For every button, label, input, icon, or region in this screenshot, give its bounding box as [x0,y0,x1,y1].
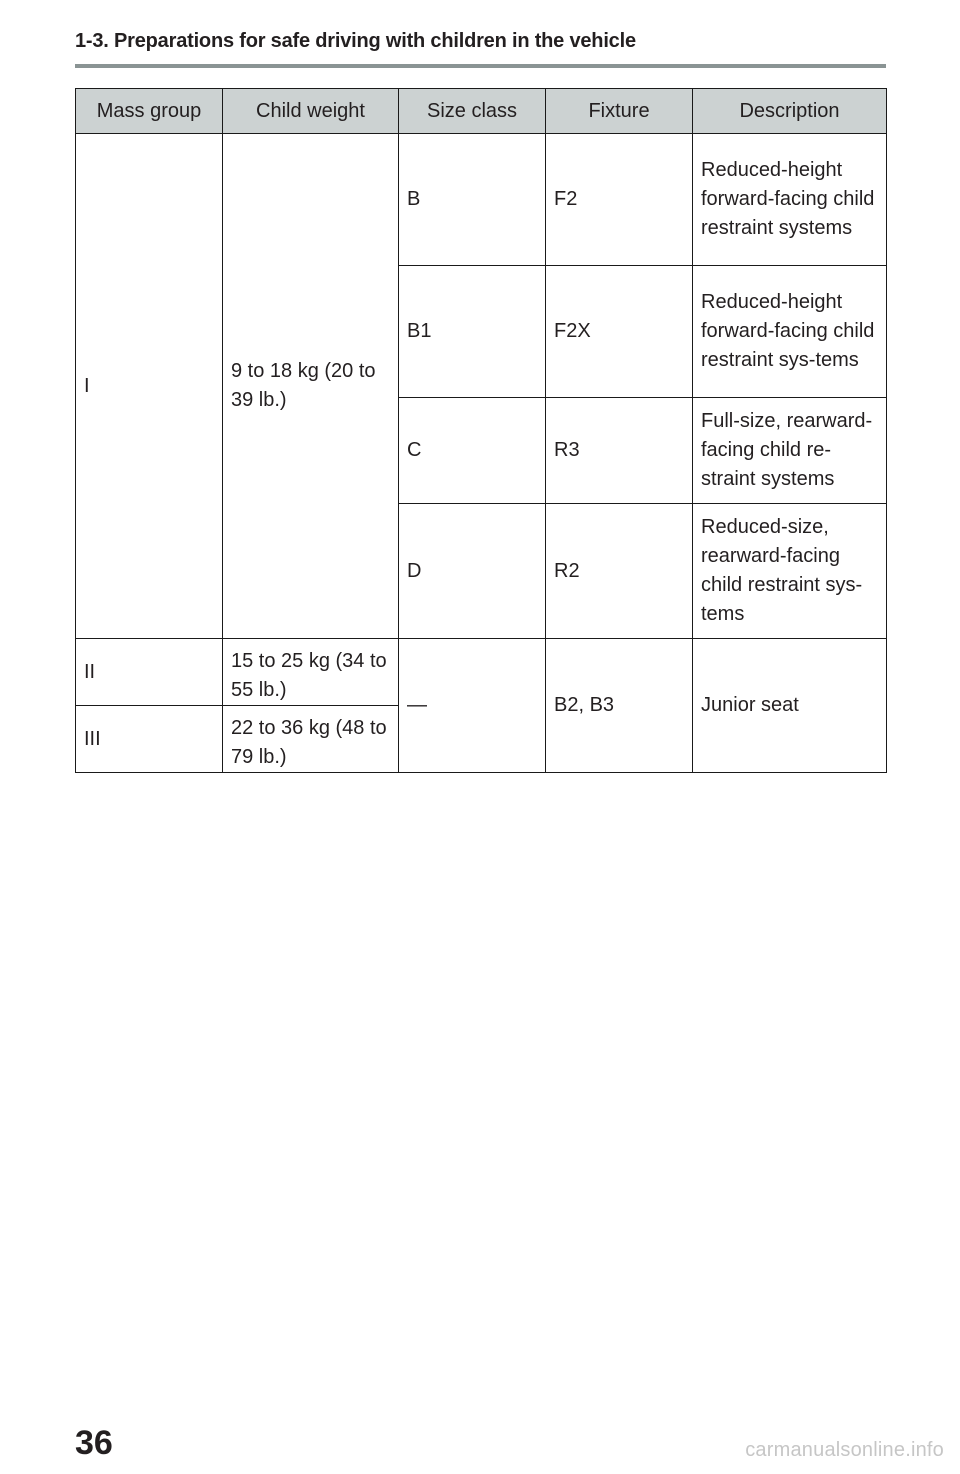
table-row [76,639,887,706]
description-cell: Full-size, rearward-facing child re-straint systems [693,398,887,504]
header-divider [75,64,886,68]
column-header-child-weight: Child weight [223,89,399,134]
child-weight-cell: 9 to 18 kg (20 to 39 lb.) [223,134,399,639]
table-row [76,134,887,266]
fixture-cell: F2X [546,266,693,398]
fixture-cell: F2 [546,134,693,266]
size-class-cell: — [399,639,546,773]
size-class-cell: B1 [399,266,546,398]
page-number: 36 [75,1424,113,1462]
column-header-fixture: Fixture [546,89,693,134]
mass-group-cell: II [76,639,223,706]
size-class-cell: D [399,504,546,639]
size-class-cell: C [399,398,546,504]
table-header-row [76,89,887,134]
mass-group-cell: I [76,134,223,639]
column-header-size-class: Size class [399,89,546,134]
mass-group-cell: III [76,706,223,773]
description-cell: Junior seat [693,639,887,773]
column-header-description: Description [693,89,887,134]
fixture-cell: R2 [546,504,693,639]
watermark: carmanualsonline.info [745,1439,944,1461]
child-weight-cell: 22 to 36 kg (48 to 79 lb.) [223,706,399,773]
description-cell: Reduced-size, rearward-facing child restraint sys-tems [693,504,887,639]
fixture-cell: R3 [546,398,693,504]
description-cell: Reduced-height forward-facing child restraint systems [693,134,887,266]
fixture-cell: B2, B3 [546,639,693,773]
page-header-title: 1-3. Preparations for safe driving with children in the vehicle [75,30,636,52]
size-class-cell: B [399,134,546,266]
column-header-mass-group: Mass group [76,89,223,134]
isofix-size-class-table [75,88,887,773]
child-weight-cell: 15 to 25 kg (34 to 55 lb.) [223,639,399,706]
description-cell: Reduced-height forward-facing child restraint sys-tems [693,266,887,398]
